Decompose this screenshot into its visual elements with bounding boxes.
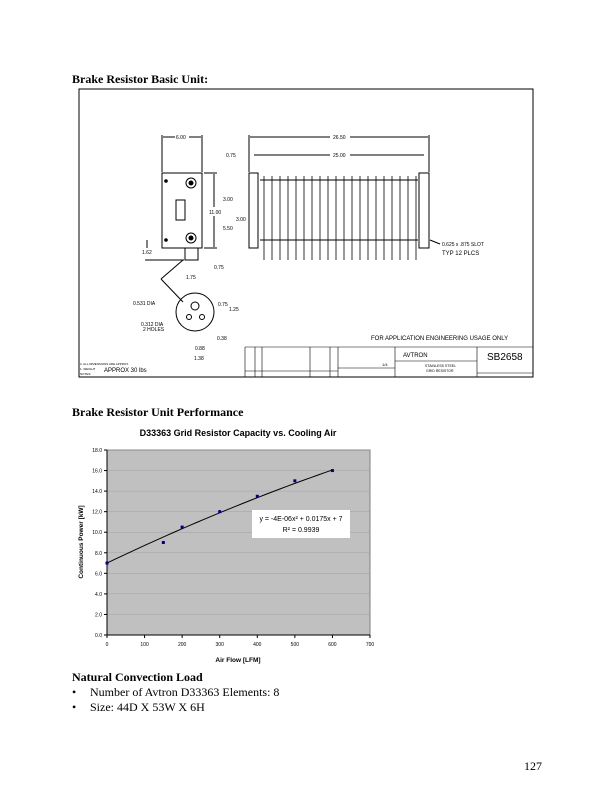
- dim-label: 0.75: [218, 302, 228, 308]
- dim-label: 1.75: [186, 275, 196, 281]
- chart-title: D33363 Grid Resistor Capacity vs. Cooling Air: [139, 428, 337, 438]
- dim-label: 6.00: [176, 135, 186, 141]
- hole-label: 0.531 DIA: [133, 301, 156, 307]
- x-axis-label: Air Flow [LFM]: [215, 657, 261, 664]
- trendline-equation: y = -4E-06x² + 0.0175x + 7: [259, 516, 343, 523]
- slot-label: TYP 12 PLCS: [442, 251, 480, 257]
- data-point: [256, 495, 259, 498]
- data-point: [181, 526, 184, 529]
- note: 1. WEIGHT: [80, 367, 96, 371]
- note: NOTES:: [80, 372, 92, 376]
- x-tick-label: 500: [290, 642, 300, 648]
- dim-label: 26.50: [333, 135, 346, 141]
- dim-label: 0.38: [217, 336, 227, 342]
- list-item: • Size: 44D X 53W X 6H: [72, 700, 205, 714]
- usage-note: FOR APPLICATION ENGINEERING USAGE ONLY: [371, 336, 509, 342]
- y-tick-label: 2.0: [95, 612, 102, 619]
- x-tick-label: 0: [105, 642, 109, 648]
- plot-area: [107, 450, 370, 635]
- drawing-number: SB2658: [487, 352, 523, 363]
- data-point: [331, 469, 334, 472]
- list-item: • Number of Avtron D33363 Elements: 8: [72, 685, 280, 699]
- dim-label: 25.00: [333, 153, 346, 159]
- y-tick-label: 4.0: [95, 591, 102, 598]
- y-tick-label: 10.0: [92, 530, 102, 537]
- dim-label: 0.75: [214, 265, 224, 271]
- bullet-text: Size: 44D X 53W X 6H: [90, 700, 205, 714]
- dim-label: 3.00: [236, 217, 246, 223]
- slot-label: 0.625 x .875 SLOT: [442, 242, 484, 248]
- page-number: 127: [524, 759, 542, 773]
- dim-label: 0.88: [195, 346, 205, 352]
- dim-label: 0.75: [226, 153, 236, 159]
- brake-resistor-drawing: [0, 86, 612, 382]
- bullet-text: Number of Avtron D33363 Elements: 8: [90, 685, 280, 699]
- company-logo: AVTRON: [403, 353, 428, 359]
- x-tick-label: 100: [140, 642, 149, 648]
- dim-label: 3.00: [223, 197, 233, 203]
- note: 2. ALL DIMENSIONS ARE APPROX.: [80, 362, 130, 366]
- y-tick-label: 14.0: [92, 489, 102, 496]
- data-point: [162, 541, 165, 544]
- heading-basic-unit: Brake Resistor Basic Unit:: [72, 72, 209, 86]
- data-point: [293, 479, 296, 482]
- dim-label: 1.25: [229, 307, 239, 313]
- dim-label: 1.38: [194, 356, 204, 362]
- x-tick-label: 600: [328, 642, 337, 648]
- x-tick-label: 700: [365, 642, 375, 648]
- y-tick-label: 18.0: [92, 448, 102, 454]
- y-tick-label: 0.0: [95, 633, 102, 639]
- x-tick-label: 200: [177, 642, 187, 648]
- weight-note: APPROX 30 lbs: [104, 368, 147, 374]
- description: GRID RESISTOR: [426, 369, 454, 373]
- y-tick-label: 8.0: [95, 550, 102, 557]
- description: STAINLESS STEEL: [425, 364, 457, 368]
- heading-performance: Brake Resistor Unit Performance: [72, 405, 244, 419]
- x-tick-label: 300: [215, 642, 224, 648]
- y-tick-label: 12.0: [92, 509, 102, 516]
- y-tick-label: 16.0: [92, 468, 102, 475]
- dim-label: 1.62: [142, 250, 152, 256]
- data-point: [106, 562, 109, 565]
- dim-label: 5.50: [223, 226, 233, 232]
- x-tick-label: 400: [253, 642, 262, 648]
- y-axis-label: Continuous Power [kW]: [78, 505, 85, 579]
- heading-natural-convection: Natural Convection Load: [72, 670, 203, 684]
- r-squared: R² = 0.9939: [282, 527, 320, 534]
- capacity-chart: [0, 420, 612, 670]
- y-tick-label: 6.0: [95, 571, 102, 578]
- scale-value: 1/4: [382, 362, 388, 367]
- hole-label: 2 HOLES: [143, 327, 165, 333]
- data-point: [218, 510, 221, 513]
- hole-label: 0.312 DIA: [141, 322, 164, 328]
- dim-label: 11.00: [209, 210, 222, 216]
